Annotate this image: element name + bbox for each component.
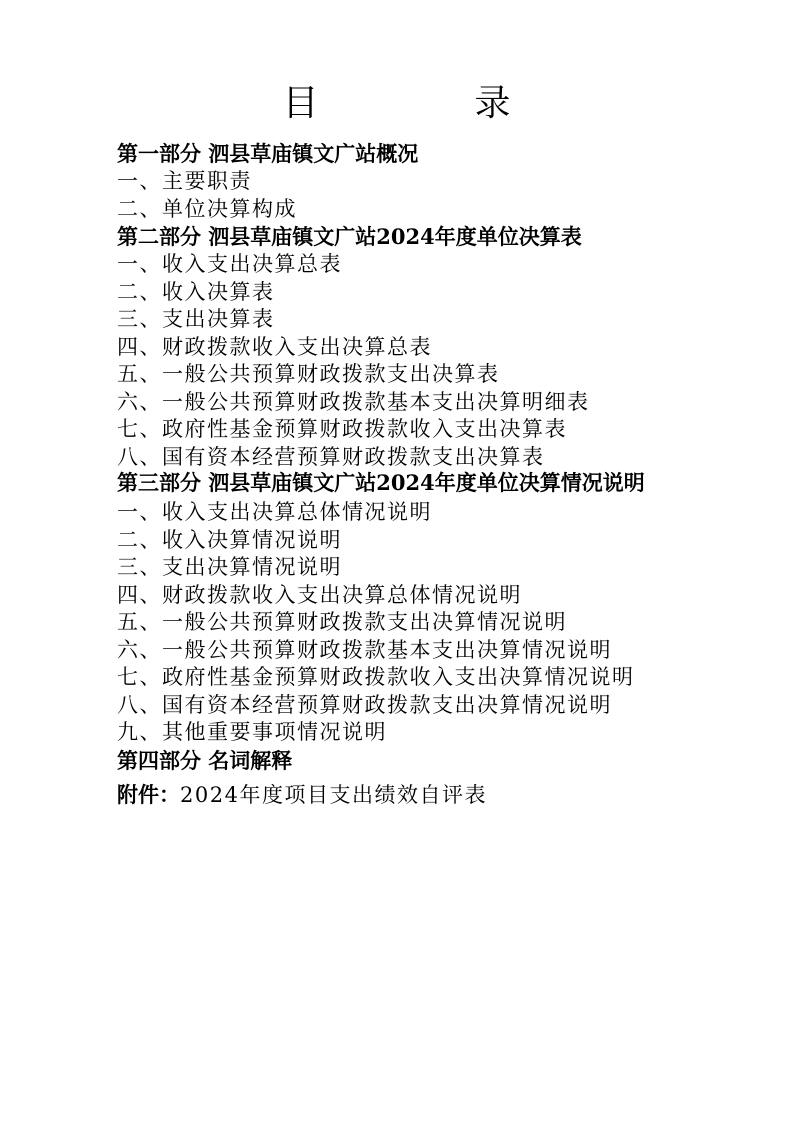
toc-item: 一、收入支出决算总表 — [117, 252, 342, 276]
toc-item: 一、收入支出决算总体情况说明 — [117, 500, 432, 524]
toc-item: 三、支出决算表 — [117, 307, 275, 331]
part-heading-1: 第一部分 泗县草庙镇文广站概况 — [117, 141, 419, 166]
toc-item: 四、财政拨款收入支出决算总表 — [117, 334, 432, 359]
toc-item: 二、收入决算表 — [117, 279, 275, 304]
part-heading-3: 第三部分 泗县草庙镇文广站2024年度单位决算情况说明 — [117, 470, 645, 495]
toc-item: 七、政府性基金预算财政拨款收入支出决算情况说明 — [117, 665, 635, 689]
table-of-contents — [117, 140, 687, 809]
part-heading-2: 第二部分 泗县草庙镇文广站2024年度单位决算表 — [117, 224, 582, 249]
toc-item: 一、主要职责 — [117, 169, 252, 193]
toc-item: 二、单位决算构成 — [117, 196, 297, 221]
part-heading-4: 第四部分 名词解释 — [117, 747, 293, 773]
toc-item: 八、国有资本经营预算财政拨款支出决算情况说明 — [117, 692, 612, 717]
attachment-text: 2024年度项目支出绩效自评表 — [180, 782, 487, 807]
toc-item: 四、财政拨款收入支出决算总体情况说明 — [117, 582, 522, 607]
toc-item: 三、支出决算情况说明 — [117, 555, 342, 579]
toc-item: 八、国有资本经营预算财政拨款支出决算表 — [117, 444, 545, 469]
page-title: 目 录 — [282, 83, 571, 124]
toc-item: 五、一般公共预算财政拨款支出决算表 — [117, 362, 500, 386]
toc-item: 六、一般公共预算财政拨款基本支出决算情况说明 — [117, 637, 612, 662]
toc-item: 二、收入决算情况说明 — [117, 527, 342, 552]
attachment-line — [117, 781, 687, 809]
toc-item: 五、一般公共预算财政拨款支出决算情况说明 — [117, 610, 567, 634]
toc-item: 六、一般公共预算财政拨款基本支出决算明细表 — [117, 389, 590, 414]
attachment-label: 附件： — [117, 781, 180, 807]
toc-item: 七、政府性基金预算财政拨款收入支出决算表 — [117, 417, 567, 441]
toc-item: 九、其他重要事项情况说明 — [117, 720, 387, 744]
